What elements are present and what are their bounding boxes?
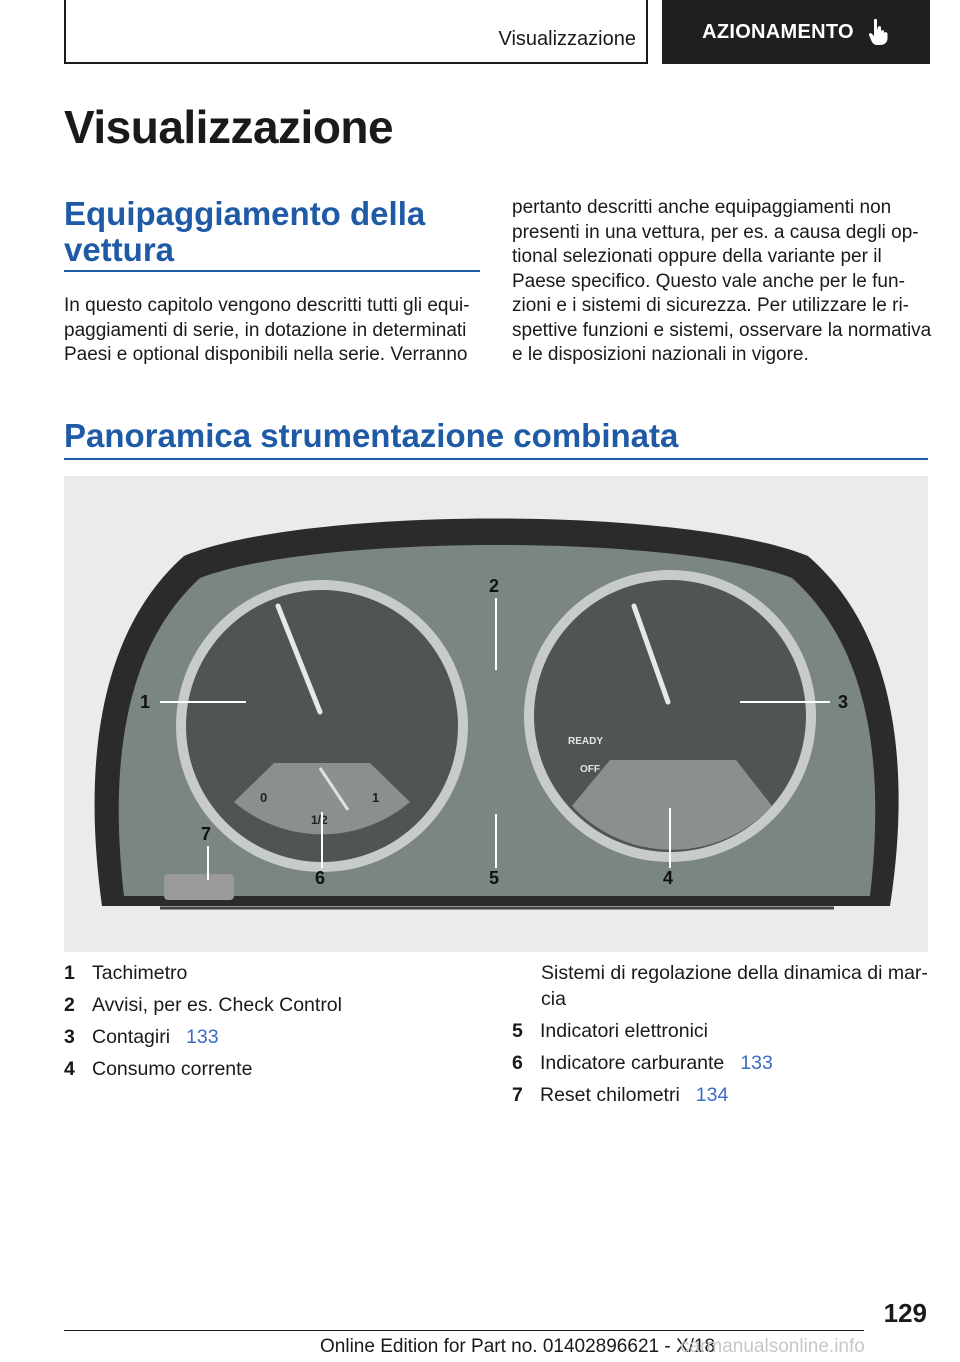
legend-right xyxy=(512,962,932,1122)
paragraph-line: e le disposizioni nazionali in vigore. xyxy=(512,344,809,365)
fuel-max-label: 1 xyxy=(372,790,380,805)
legend-item xyxy=(512,1084,728,1114)
legend-number: 3 xyxy=(64,1026,75,1048)
footer-rule xyxy=(64,1330,864,1331)
callout-5: 5 xyxy=(489,868,500,888)
paragraph-line: Paesi e optional disponibili nella serie. Verranno xyxy=(64,344,468,365)
legend-item xyxy=(512,1052,773,1082)
header-section-box xyxy=(64,0,648,64)
ready-label: READY xyxy=(568,736,604,747)
legend-text: Avvisi, per es. Check Control xyxy=(92,994,342,1016)
paragraph-line: zioni e i sistemi di sicurezza. Per utilizzare le ri- xyxy=(512,295,910,316)
legend-left xyxy=(64,962,484,1092)
legend-text: Reset chilometri xyxy=(540,1084,680,1106)
header-section-title: Visualizzazione xyxy=(498,28,636,50)
section-heading-equipment xyxy=(64,196,425,268)
fuel-half-label: 1/2 xyxy=(311,813,328,827)
paragraph-line: pertanto descritti anche equipaggiamenti non xyxy=(512,197,892,218)
legend-text: Tachimetro xyxy=(92,962,188,984)
legend-text: Consumo corrente xyxy=(92,1058,253,1080)
callout-3: 3 xyxy=(838,692,849,712)
instrument-cluster-figure xyxy=(64,476,928,952)
header-chapter-label: AZIONAMENTO xyxy=(702,20,854,43)
callout-7: 7 xyxy=(201,824,212,844)
paragraph-line: presenti in una vettura, per es. a causa degli op- xyxy=(512,221,919,243)
instrument-cluster-illustration xyxy=(64,476,928,952)
off-label: OFF xyxy=(580,764,600,775)
legend-item xyxy=(64,1058,252,1088)
legend-text: Contagiri xyxy=(92,1026,171,1048)
legend-item xyxy=(512,1020,708,1050)
legend-text: Indicatore carburante xyxy=(540,1052,725,1074)
page-title: Visualizzazione xyxy=(64,101,394,153)
footer-edition: Online Edition for Part no. 01402896621 - X/18 xyxy=(320,1336,716,1357)
section-heading-cluster: Panoramica strumentazione combinata xyxy=(64,417,679,454)
callout-4: 4 xyxy=(663,868,674,888)
section-heading-line: Equipaggiamento della xyxy=(64,195,426,232)
section-heading-line: vettura xyxy=(64,231,175,268)
page-reference-link[interactable]: 134 xyxy=(695,1084,729,1106)
intro-paragraph-left xyxy=(64,294,484,368)
intro-paragraph-right xyxy=(512,196,932,368)
header-chapter-tab[interactable] xyxy=(662,0,930,64)
callout-2: 2 xyxy=(489,576,500,596)
legend-number: 2 xyxy=(64,994,75,1016)
legend-text: Indicatori elettronici xyxy=(540,1020,708,1042)
legend-number: 1 xyxy=(64,962,75,984)
legend-item xyxy=(64,962,187,992)
legend-text: cia xyxy=(541,988,566,1010)
callout-1: 1 xyxy=(140,692,151,712)
callout-6: 6 xyxy=(315,868,326,888)
odometer-reset-button xyxy=(164,874,234,900)
pointing-hand-icon xyxy=(868,18,890,46)
legend-number: 4 xyxy=(64,1058,75,1080)
legend-item xyxy=(64,1026,219,1056)
paragraph-line: paggiamenti di serie, in dotazione in determinati xyxy=(64,319,467,341)
legend-number: 5 xyxy=(512,1020,523,1042)
legend-item xyxy=(64,994,342,1024)
page-reference-link[interactable]: 133 xyxy=(740,1052,773,1074)
footer-watermark: carmanualsonline.info xyxy=(680,1336,865,1357)
paragraph-line: In questo capitolo vengono descritti tutti gli equi- xyxy=(64,295,470,316)
section-rule xyxy=(64,458,928,460)
paragraph-line: Paese specifico. Questo vale anche per le fun- xyxy=(512,270,905,292)
legend-continuation xyxy=(541,962,928,992)
section-rule xyxy=(64,270,480,272)
page-reference-link[interactable]: 133 xyxy=(186,1026,219,1048)
legend-number: 6 xyxy=(512,1052,523,1074)
fuel-min-label: 0 xyxy=(260,790,268,805)
paragraph-line: tional selezionati oppure della variante per il xyxy=(512,246,882,267)
legend-continuation xyxy=(541,988,566,1018)
paragraph-line: spettive funzioni e sistemi, osservare la normativa xyxy=(512,319,932,341)
legend-number: 7 xyxy=(512,1084,523,1106)
page-number: 129 xyxy=(883,1298,927,1328)
legend-text: Sistemi di regolazione della dinamica di mar- xyxy=(541,962,928,984)
